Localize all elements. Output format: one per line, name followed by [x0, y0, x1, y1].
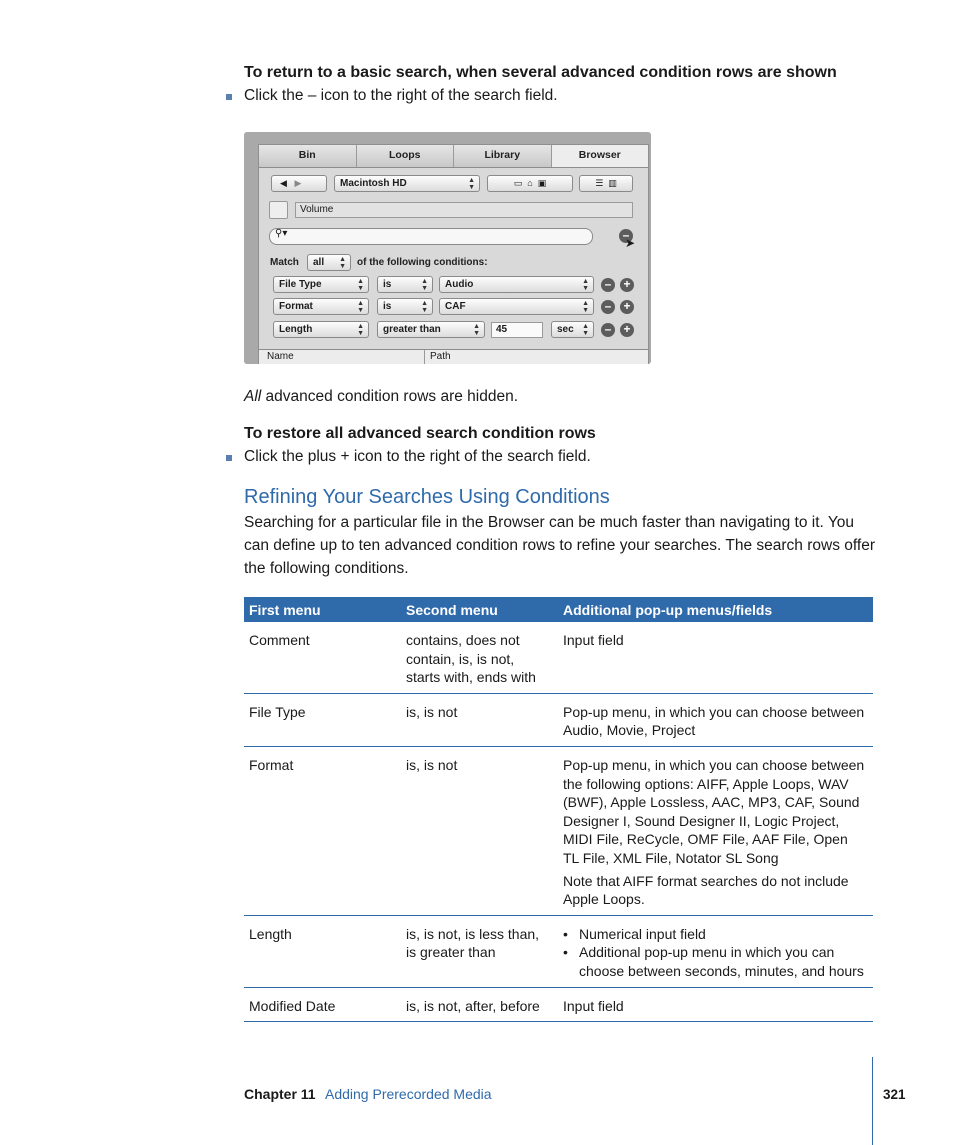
list-view-icon[interactable]: ☰ — [595, 178, 604, 188]
bullet-dot-icon: • — [563, 925, 568, 942]
table-row — [244, 916, 873, 988]
popup-arrows-icon: ▲ ▼ — [582, 323, 589, 337]
add-row-button[interactable]: + — [620, 300, 634, 314]
results-column-header — [259, 349, 648, 364]
remove-row-button[interactable]: – — [601, 323, 615, 337]
remove-row-button[interactable]: – — [601, 300, 615, 314]
section-title: Refining Your Searches Using Conditions — [244, 486, 610, 508]
bullet-dot-icon: • — [563, 944, 568, 961]
cell-first: Comment — [249, 632, 310, 648]
column-view-icon[interactable]: ▥ — [608, 178, 617, 188]
search-input[interactable] — [269, 228, 593, 245]
cell-first: Length — [249, 925, 292, 942]
popup-arrows-icon: ▲ ▼ — [582, 278, 589, 292]
cell-third: Pop-up menu, in which you can choose between Audio, Movie, Project — [563, 703, 865, 739]
match-label: Match — [270, 257, 299, 268]
footer-chapter: Chapter 11 — [244, 1086, 316, 1102]
tab-loops[interactable]: Loops — [357, 145, 455, 167]
table-row — [244, 694, 873, 747]
remove-conditions-button[interactable]: – — [619, 229, 633, 243]
browser-panel — [258, 144, 649, 364]
condition-third-popup[interactable] — [439, 298, 594, 315]
condition-third-label: Audio — [445, 279, 474, 290]
bullet-click-plus — [244, 448, 591, 466]
popup-arrows-icon: ▲ ▼ — [473, 323, 480, 337]
column-divider — [424, 350, 425, 364]
cell-third: Input field — [563, 632, 624, 648]
back-forward-buttons[interactable] — [271, 175, 327, 192]
condition-second-label: is — [383, 279, 392, 290]
view-mode-buttons[interactable] — [579, 175, 633, 192]
condition-first-label: File Type — [279, 279, 322, 290]
briefcase-icon[interactable]: ▣ — [537, 178, 547, 188]
bullet-square-icon — [226, 94, 232, 100]
list-item-text: Additional pop-up menu in which you can choose between seconds, minutes, and hours — [579, 944, 864, 979]
disk-icon — [269, 201, 288, 219]
length-unit-popup[interactable] — [551, 321, 594, 338]
header-first-menu: First menu — [249, 601, 321, 618]
condition-second-popup[interactable] — [377, 276, 433, 293]
browser-tabs — [259, 145, 648, 168]
length-value-input[interactable]: 45 — [491, 322, 543, 338]
task-heading-restore: To restore all advanced search condition rows — [244, 425, 596, 442]
task-heading-return-basic: To return to a basic search, when several advanced condition rows are shown — [244, 64, 837, 81]
cell-first: File Type — [249, 703, 306, 720]
home-icon[interactable]: ⌂ — [527, 178, 533, 188]
cell-third — [558, 756, 873, 909]
match-suffix: of the following conditions: — [357, 257, 488, 268]
footer-chapter-title[interactable]: Adding Prerecorded Media — [325, 1086, 492, 1102]
popup-arrows-icon: ▲ ▼ — [357, 278, 364, 292]
condition-third-label: CAF — [445, 301, 466, 312]
bullet-text: Click the – icon to the right of the search field. — [244, 87, 558, 104]
popup-arrows-icon: ▲ ▼ — [357, 300, 364, 314]
forward-arrow-icon[interactable]: ▶ — [294, 178, 302, 188]
cell-second: is, is not — [406, 756, 458, 773]
popup-arrows-icon: ▲ ▼ — [421, 300, 428, 314]
condition-first-label: Length — [279, 324, 313, 335]
list-item — [563, 943, 867, 980]
popup-arrows-icon: ▲ ▼ — [421, 278, 428, 292]
remove-row-button[interactable]: – — [601, 278, 615, 292]
location-popup-label: Macintosh HD — [340, 178, 407, 189]
popup-arrows-icon: ▲ ▼ — [468, 177, 475, 191]
length-unit-label: sec — [557, 324, 574, 335]
list-item — [563, 925, 867, 944]
column-path[interactable]: Path — [430, 351, 451, 362]
mouse-pointer-icon: ➤ — [625, 236, 636, 250]
tab-library[interactable]: Library — [454, 145, 552, 167]
condition-first-popup[interactable] — [273, 276, 369, 293]
location-shortcut-buttons[interactable] — [487, 175, 573, 192]
screenshot-caption — [244, 388, 518, 406]
format-note: Note that AIFF format searches do not include Apple Loops. — [563, 872, 849, 908]
table-row — [244, 988, 873, 1023]
conditions-table — [244, 597, 873, 1022]
caption-rest: advanced condition rows are hidden. — [261, 388, 519, 405]
bullet-click-minus — [244, 87, 558, 105]
bullet-text: Click the plus + icon to the right of the search field. — [244, 448, 591, 465]
add-row-button[interactable]: + — [620, 323, 634, 337]
list-item-text: Numerical input field — [579, 925, 706, 942]
match-popup-value: all — [313, 257, 325, 268]
popup-arrows-icon: ▲ ▼ — [339, 256, 346, 270]
condition-first-label: Format — [279, 301, 313, 312]
table-header — [244, 597, 873, 622]
cell-second: is, is not, after, before — [406, 997, 540, 1014]
page-number: 321 — [883, 1087, 906, 1102]
tab-bin[interactable]: Bin — [259, 145, 357, 167]
header-additional: Additional pop-up menus/fields — [563, 601, 773, 618]
cell-second: contains, does not contain, is, is not, starts with, ends with — [406, 632, 536, 686]
path-field: Volume — [295, 202, 633, 218]
format-options: Pop-up menu, in which you can choose between the following options: AIFF, Apple Loops, WAV (BWF), Apple Lossless, AAC, MP3, CAF, Sound Designer I, Sound Designer II, Logic Project, MIDI File, ReCycle, OMF File, AAF File, Open TL File, XML File, Notator SL Song — [563, 756, 865, 866]
condition-second-popup[interactable] — [377, 321, 485, 338]
condition-second-label: is — [383, 301, 392, 312]
intro-paragraph: Searching for a particular file in the Browser can be much faster than navigating to it. You can define up to ten advanced condition rows to refine your searches. The search rows offer the following conditions. — [244, 514, 875, 577]
caption-italic: All — [244, 388, 262, 405]
table-row — [244, 747, 873, 916]
cell-first: Format — [249, 756, 294, 773]
cell-third — [558, 925, 873, 981]
back-arrow-icon[interactable]: ◀ — [280, 178, 287, 188]
condition-second-label: greater than — [383, 324, 441, 335]
header-second-menu: Second menu — [406, 601, 498, 618]
tab-browser[interactable]: Browser — [552, 145, 649, 167]
computer-icon[interactable]: ▭ — [513, 178, 523, 188]
popup-arrows-icon: ▲ ▼ — [582, 300, 589, 314]
cell-first: Modified Date — [249, 997, 336, 1014]
bullet-square-icon — [226, 455, 232, 461]
condition-first-popup[interactable] — [273, 298, 369, 315]
search-icon: ⚲▾ — [275, 228, 288, 239]
add-row-button[interactable]: + — [620, 278, 634, 292]
match-popup[interactable] — [307, 254, 351, 271]
browser-screenshot — [244, 132, 651, 364]
table-row — [244, 622, 873, 694]
popup-arrows-icon: ▲ ▼ — [357, 323, 364, 337]
condition-third-popup[interactable] — [439, 276, 594, 293]
cell-second: is, is not — [406, 703, 458, 720]
footer-divider — [872, 1057, 873, 1145]
condition-first-popup[interactable] — [273, 321, 369, 338]
cell-second: is, is not, is less than, is greater than — [406, 925, 540, 961]
location-popup[interactable] — [334, 175, 480, 192]
column-name[interactable]: Name — [267, 351, 294, 362]
cell-third: Input field — [563, 997, 624, 1014]
condition-second-popup[interactable] — [377, 298, 433, 315]
